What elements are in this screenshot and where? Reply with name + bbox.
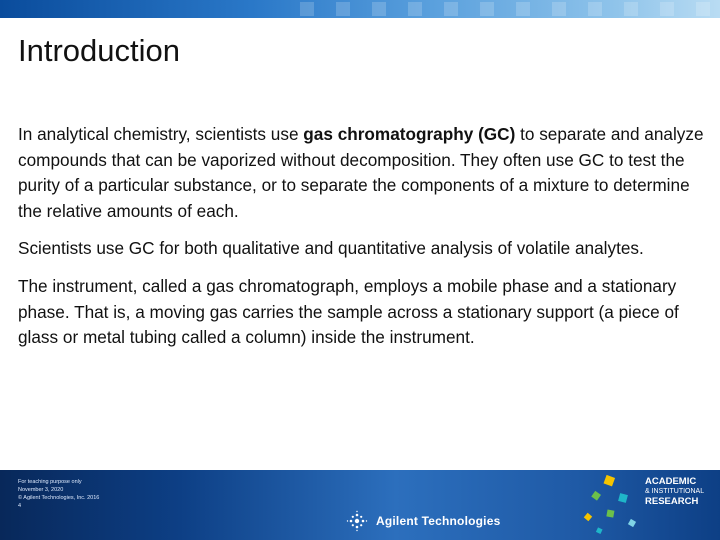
badge-line-research: RESEARCH (645, 496, 699, 507)
decorative-squares-icon (575, 470, 645, 540)
paragraph-analysis: Scientists use GC for both qualitative and quantitative analysis of volatile analytes. (18, 238, 644, 259)
footer-page-number: 4 (18, 503, 22, 509)
slide-body (18, 122, 708, 363)
intro-text-start: In analytical chemistry, scientists use (18, 124, 304, 144)
badge-line-academic: ACADEMIC (645, 476, 697, 487)
gc-term: gas chromatography (GC) (303, 124, 516, 144)
academic-research-badge (645, 476, 704, 507)
top-banner (0, 0, 720, 18)
slide-title: Introduction (18, 33, 180, 68)
intro-text-end: to separate and analyze compounds that can be vaporized without decomposition. They often use GC to test the purity of a particular substance, or to separate the components of a mixture to determine the relative amounts of each. (18, 124, 704, 221)
badge-line-institutional: & INSTITUTIONAL (645, 488, 705, 495)
footer-teaching-note: For teaching purpose only (18, 479, 82, 485)
footer-bar (0, 470, 720, 540)
agilent-spark-icon (346, 510, 368, 532)
footer-date: November 3, 2020 (18, 487, 64, 493)
footer-copyright: © Agilent Technologies, Inc. 2016 (18, 495, 100, 501)
agilent-logo (346, 510, 500, 532)
paragraph-instrument: The instrument, called a gas chromatograph, employs a mobile phase and a stationary phase. That is, a moving gas carries the sample across a stationary support (a piece of glass or metal tubing called a column) inside the instrument. (18, 275, 679, 348)
paragraph-intro (18, 122, 708, 224)
footer-notes (18, 478, 99, 510)
agilent-wordmark: Agilent Technologies (376, 514, 501, 528)
